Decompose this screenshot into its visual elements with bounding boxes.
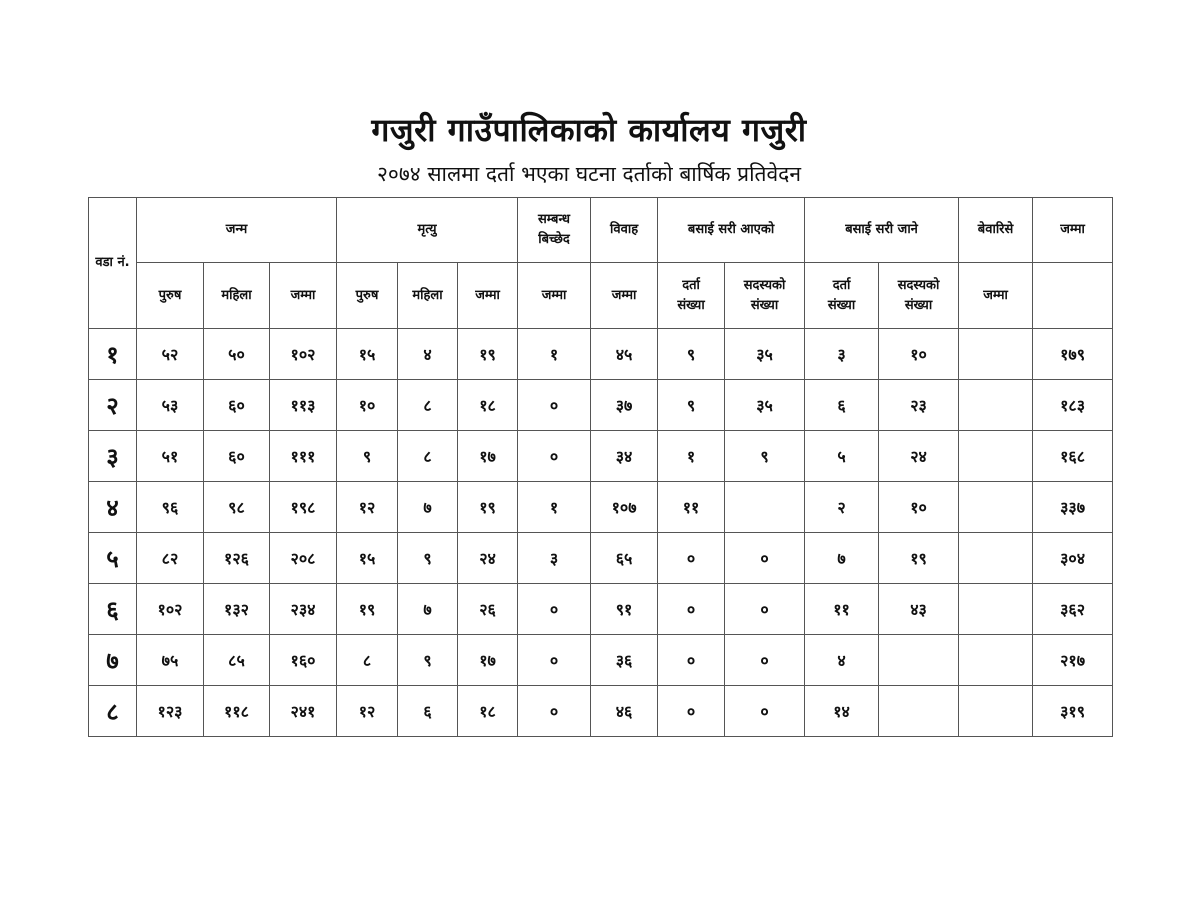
cell-out-registered: २ bbox=[805, 482, 879, 533]
cell-in-members: ० bbox=[725, 686, 805, 737]
cell-out-registered: ६ bbox=[805, 380, 879, 431]
table-row bbox=[89, 584, 1113, 635]
cell-out-registered: ४ bbox=[805, 635, 879, 686]
table-row bbox=[89, 431, 1113, 482]
cell-death-female: ७ bbox=[398, 584, 458, 635]
cell-marriage-total: ३६ bbox=[591, 635, 658, 686]
cell-in-registered: ० bbox=[658, 584, 725, 635]
cell-grand-total: १६८ bbox=[1033, 431, 1113, 482]
cell-divorce-total: ० bbox=[518, 635, 591, 686]
cell-death-male: ९ bbox=[337, 431, 398, 482]
cell-out-members: २३ bbox=[879, 380, 959, 431]
cell-in-registered: ९ bbox=[658, 329, 725, 380]
cell-death-total: १७ bbox=[458, 431, 518, 482]
cell-in-members: ० bbox=[725, 533, 805, 584]
cell-out-members: १९ bbox=[879, 533, 959, 584]
table-row bbox=[89, 635, 1113, 686]
cell-ward: ८ bbox=[89, 686, 137, 737]
cell-marriage-total: ९१ bbox=[591, 584, 658, 635]
report-subtitle: २०७४ सालमा दर्ता भएका घटना दर्ताको बार्षिक प्रतिवेदन bbox=[377, 162, 801, 186]
cell-birth-male: ५२ bbox=[137, 329, 204, 380]
cell-divorce-total: ० bbox=[518, 584, 591, 635]
cell-birth-total: १०२ bbox=[270, 329, 337, 380]
subheader-death-male: पुरुष bbox=[337, 263, 398, 329]
cell-out-registered: ५ bbox=[805, 431, 879, 482]
header-birth: जन्म bbox=[137, 198, 337, 263]
cell-birth-male: ५३ bbox=[137, 380, 204, 431]
cell-unclaimed-total bbox=[959, 482, 1033, 533]
subheader-death-total: जम्मा bbox=[458, 263, 518, 329]
cell-ward: ७ bbox=[89, 635, 137, 686]
cell-ward: २ bbox=[89, 380, 137, 431]
cell-death-male: १५ bbox=[337, 329, 398, 380]
cell-ward: १ bbox=[89, 329, 137, 380]
cell-death-total: १९ bbox=[458, 329, 518, 380]
cell-birth-female: ६० bbox=[204, 380, 270, 431]
table-row bbox=[89, 329, 1113, 380]
cell-birth-total: २०८ bbox=[270, 533, 337, 584]
cell-divorce-total: ० bbox=[518, 431, 591, 482]
subheader-out-members: सदस्यको संख्या bbox=[879, 263, 959, 329]
cell-unclaimed-total bbox=[959, 329, 1033, 380]
subheader-divorce-total: जम्मा bbox=[518, 263, 591, 329]
cell-grand-total: ३३७ bbox=[1033, 482, 1113, 533]
cell-birth-total: १९८ bbox=[270, 482, 337, 533]
cell-out-registered: ३ bbox=[805, 329, 879, 380]
cell-birth-total: २४१ bbox=[270, 686, 337, 737]
cell-in-members: ३५ bbox=[725, 329, 805, 380]
cell-birth-male: ७५ bbox=[137, 635, 204, 686]
subheader-marriage-total: जम्मा bbox=[591, 263, 658, 329]
cell-in-registered: ० bbox=[658, 686, 725, 737]
cell-death-male: ८ bbox=[337, 635, 398, 686]
cell-birth-female: ११८ bbox=[204, 686, 270, 737]
cell-death-female: ८ bbox=[398, 380, 458, 431]
cell-in-members bbox=[725, 482, 805, 533]
subheader-death-female: महिला bbox=[398, 263, 458, 329]
cell-out-registered: ११ bbox=[805, 584, 879, 635]
subheader-birth-total: जम्मा bbox=[270, 263, 337, 329]
cell-divorce-total: १ bbox=[518, 482, 591, 533]
table-row bbox=[89, 380, 1113, 431]
cell-death-male: १२ bbox=[337, 686, 398, 737]
cell-birth-female: ८५ bbox=[204, 635, 270, 686]
cell-grand-total: २१७ bbox=[1033, 635, 1113, 686]
subheader-birth-male: पुरुष bbox=[137, 263, 204, 329]
cell-death-male: १९ bbox=[337, 584, 398, 635]
table-body bbox=[89, 329, 1113, 737]
subheader-in-members: सदस्यको संख्या bbox=[725, 263, 805, 329]
cell-birth-male: ९६ bbox=[137, 482, 204, 533]
cell-grand-total: १८३ bbox=[1033, 380, 1113, 431]
cell-marriage-total: ३४ bbox=[591, 431, 658, 482]
cell-ward: ४ bbox=[89, 482, 137, 533]
cell-birth-male: ५१ bbox=[137, 431, 204, 482]
cell-unclaimed-total bbox=[959, 533, 1033, 584]
cell-death-male: १५ bbox=[337, 533, 398, 584]
cell-death-total: १८ bbox=[458, 380, 518, 431]
cell-marriage-total: ६५ bbox=[591, 533, 658, 584]
cell-unclaimed-total bbox=[959, 584, 1033, 635]
cell-out-members bbox=[879, 635, 959, 686]
subheader-birth-female: महिला bbox=[204, 263, 270, 329]
cell-death-female: ४ bbox=[398, 329, 458, 380]
report-title: गजुरी गाउँपालिकाको कार्यालय गजुरी bbox=[371, 111, 807, 149]
cell-out-registered: १४ bbox=[805, 686, 879, 737]
header-migration-out: बसाई सरी जाने bbox=[805, 198, 959, 263]
cell-birth-male: ८२ bbox=[137, 533, 204, 584]
cell-divorce-total: १ bbox=[518, 329, 591, 380]
cell-in-registered: ० bbox=[658, 533, 725, 584]
cell-birth-female: ६० bbox=[204, 431, 270, 482]
table-row bbox=[89, 533, 1113, 584]
cell-grand-total: ३६२ bbox=[1033, 584, 1113, 635]
cell-ward: ५ bbox=[89, 533, 137, 584]
cell-out-members: २४ bbox=[879, 431, 959, 482]
cell-death-total: २४ bbox=[458, 533, 518, 584]
cell-birth-female: १२६ bbox=[204, 533, 270, 584]
cell-grand-total: ३१९ bbox=[1033, 686, 1113, 737]
cell-marriage-total: ३७ bbox=[591, 380, 658, 431]
cell-out-members: १० bbox=[879, 329, 959, 380]
cell-in-members: ३५ bbox=[725, 380, 805, 431]
cell-birth-female: ९८ bbox=[204, 482, 270, 533]
cell-divorce-total: ३ bbox=[518, 533, 591, 584]
cell-marriage-total: ४६ bbox=[591, 686, 658, 737]
table-row bbox=[89, 482, 1113, 533]
cell-birth-total: १६० bbox=[270, 635, 337, 686]
cell-death-total: १८ bbox=[458, 686, 518, 737]
cell-grand-total: ३०४ bbox=[1033, 533, 1113, 584]
registration-table bbox=[88, 197, 1113, 737]
table-row bbox=[89, 686, 1113, 737]
cell-marriage-total: ४५ bbox=[591, 329, 658, 380]
subheader-grand-total bbox=[1033, 263, 1113, 329]
cell-out-members: ४३ bbox=[879, 584, 959, 635]
cell-death-total: १७ bbox=[458, 635, 518, 686]
cell-divorce-total: ० bbox=[518, 686, 591, 737]
cell-birth-total: २३४ bbox=[270, 584, 337, 635]
cell-unclaimed-total bbox=[959, 686, 1033, 737]
cell-in-members: ९ bbox=[725, 431, 805, 482]
cell-in-registered: १ bbox=[658, 431, 725, 482]
cell-birth-female: ५० bbox=[204, 329, 270, 380]
cell-out-registered: ७ bbox=[805, 533, 879, 584]
cell-unclaimed-total bbox=[959, 431, 1033, 482]
header-migration-in: बसाई सरी आएको bbox=[658, 198, 805, 263]
header-marriage: विवाह bbox=[591, 198, 658, 263]
cell-birth-total: ११३ bbox=[270, 380, 337, 431]
header-divorce: सम्बन्ध बिच्छेद bbox=[518, 198, 591, 263]
cell-out-members bbox=[879, 686, 959, 737]
cell-unclaimed-total bbox=[959, 635, 1033, 686]
header-row-sub bbox=[89, 263, 1113, 329]
cell-death-male: १० bbox=[337, 380, 398, 431]
cell-birth-male: १२३ bbox=[137, 686, 204, 737]
header-unclaimed: बेवारिसे bbox=[959, 198, 1033, 263]
cell-divorce-total: ० bbox=[518, 380, 591, 431]
header-ward: वडा नं. bbox=[89, 198, 137, 329]
cell-in-registered: ० bbox=[658, 635, 725, 686]
header-death: मृत्यु bbox=[337, 198, 518, 263]
header-total: जम्मा bbox=[1033, 198, 1113, 263]
cell-death-female: ६ bbox=[398, 686, 458, 737]
cell-in-registered: ९ bbox=[658, 380, 725, 431]
cell-ward: ६ bbox=[89, 584, 137, 635]
header-row-top bbox=[89, 198, 1113, 263]
cell-death-female: ९ bbox=[398, 533, 458, 584]
cell-death-total: २६ bbox=[458, 584, 518, 635]
cell-death-total: १९ bbox=[458, 482, 518, 533]
cell-birth-female: १३२ bbox=[204, 584, 270, 635]
cell-death-female: ८ bbox=[398, 431, 458, 482]
cell-in-members: ० bbox=[725, 584, 805, 635]
subheader-unclaimed-total: जम्मा bbox=[959, 263, 1033, 329]
cell-death-female: ९ bbox=[398, 635, 458, 686]
cell-marriage-total: १०७ bbox=[591, 482, 658, 533]
subheader-in-registered: दर्ता संख्या bbox=[658, 263, 725, 329]
cell-birth-male: १०२ bbox=[137, 584, 204, 635]
cell-in-members: ० bbox=[725, 635, 805, 686]
cell-death-female: ७ bbox=[398, 482, 458, 533]
cell-grand-total: १७९ bbox=[1033, 329, 1113, 380]
cell-unclaimed-total bbox=[959, 380, 1033, 431]
cell-ward: ३ bbox=[89, 431, 137, 482]
cell-out-members: १० bbox=[879, 482, 959, 533]
subheader-out-registered: दर्ता संख्या bbox=[805, 263, 879, 329]
cell-in-registered: ११ bbox=[658, 482, 725, 533]
cell-birth-total: १११ bbox=[270, 431, 337, 482]
cell-death-male: १२ bbox=[337, 482, 398, 533]
